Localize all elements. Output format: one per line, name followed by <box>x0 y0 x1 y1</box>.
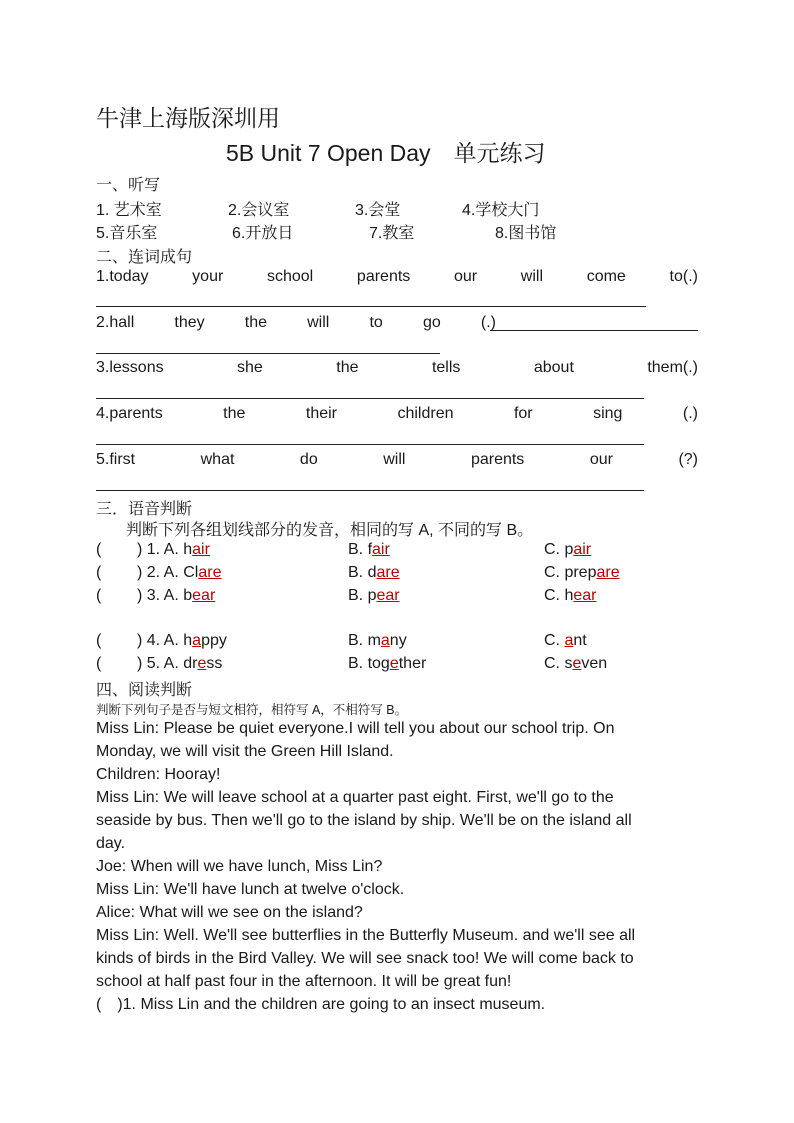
section3-instruction: 判断下列各组划线部分的发音，相同的写 A, 不同的写 B。 <box>126 522 534 539</box>
word: their <box>305 405 337 422</box>
option-b <box>348 541 390 559</box>
option-c <box>544 587 596 605</box>
word: 1.today <box>96 268 149 285</box>
word-prefix: C. h <box>544 587 574 604</box>
word-prefix: B. f <box>348 541 373 558</box>
answer-line-4[interactable] <box>96 444 644 445</box>
word: (?) <box>678 451 698 468</box>
dictation-item: 2.会议室 <box>228 202 290 219</box>
word-prefix: b <box>183 587 193 604</box>
word: sing <box>593 405 623 422</box>
word-suffix: nt <box>573 632 587 649</box>
section4-instruction: 判断下列句子是否与短文相符，相符写 A，不相符写 B。 <box>96 703 408 717</box>
word-suffix: ny <box>389 632 407 649</box>
answer-line-1[interactable] <box>96 306 646 307</box>
document-title: 牛津上海版深圳用 <box>96 105 280 131</box>
word: school <box>266 268 314 285</box>
item-number: ) 2. A. <box>137 564 184 581</box>
reading-passage <box>96 717 706 1016</box>
answer-blank[interactable]: ( <box>96 587 102 604</box>
word: will <box>520 268 544 285</box>
word: do <box>299 451 318 468</box>
word-prefix: C. s <box>544 655 573 672</box>
word-prefix: B. d <box>348 564 377 581</box>
option-a <box>137 564 221 582</box>
word-prefix: Cl <box>183 564 199 581</box>
scrambled-sentence-2 <box>96 314 496 332</box>
passage-line: Miss Lin: We will leave school at a quarter past eight. First, we'll go to the <box>96 789 614 806</box>
word: about <box>533 359 574 376</box>
passage-line: school at half past four in the afternoon. It will be great fun! <box>96 973 512 990</box>
answer-blank[interactable]: ( <box>96 564 102 581</box>
item-number: ) 3. A. <box>137 587 184 604</box>
item-number: ) 1. A. <box>137 541 184 558</box>
dictation-item: 3.会堂 <box>355 202 401 219</box>
underlined-sound: ear <box>573 587 597 604</box>
word: parents <box>356 268 411 285</box>
option-c <box>544 655 607 673</box>
dictation-item: 5.音乐室 <box>96 225 158 242</box>
option-b <box>348 632 407 650</box>
option-b <box>348 655 426 673</box>
scrambled-sentence-3 <box>96 359 698 377</box>
passage-line: seaside by bus. Then we'll go to the island by ship. We'll be on the island all <box>96 812 632 829</box>
word: for <box>513 405 533 422</box>
underlined-sound: ear <box>192 587 216 604</box>
underlined-sound: e <box>197 655 207 672</box>
option-a <box>137 587 215 605</box>
word-prefix: B. m <box>348 632 381 649</box>
word: parents <box>470 451 525 468</box>
word: to <box>369 314 383 331</box>
underlined-sound: e <box>572 655 582 672</box>
word: go <box>422 314 441 331</box>
underlined-sound: a <box>380 632 390 649</box>
underlined-sound: a <box>192 632 202 649</box>
answer-line-2a[interactable] <box>490 330 698 331</box>
word-prefix: B. p <box>348 587 377 604</box>
underlined-sound: are <box>376 564 400 581</box>
word-prefix: C. p <box>544 541 574 558</box>
passage-line: Miss Lin: We'll have lunch at twelve o'clock. <box>96 881 405 898</box>
option-b <box>348 564 400 582</box>
passage-line: day. <box>96 835 126 852</box>
option-a <box>137 655 222 673</box>
word-suffix: ss <box>206 655 223 672</box>
underlined-sound: air <box>192 541 210 558</box>
option-c <box>544 541 591 559</box>
passage-line: Miss Lin: Please be quiet everyone.I will tell you about our school trip. On <box>96 720 615 737</box>
word-prefix: h <box>183 632 193 649</box>
underlined-sound: air <box>573 541 592 558</box>
section3-heading: 三．语音判断 <box>96 501 193 518</box>
answer-line-2b[interactable] <box>96 353 440 354</box>
word: children <box>397 405 454 422</box>
word: 2.hall <box>96 314 135 331</box>
passage-line: Children: Hooray! <box>96 766 221 783</box>
answer-line-5[interactable] <box>96 490 644 491</box>
word-suffix: ther <box>398 655 427 672</box>
word: our <box>453 268 478 285</box>
reading-question-1: ( )1. Miss Lin and the children are going to an insect museum. <box>96 996 546 1013</box>
word-prefix: B. tog <box>348 655 390 672</box>
word: what <box>200 451 235 468</box>
word: tells <box>431 359 461 376</box>
scrambled-sentence-4 <box>96 405 698 423</box>
item-number: ) 5. A. <box>137 655 184 672</box>
section2-heading: 二、连词成句 <box>96 249 193 266</box>
word: our <box>589 451 613 468</box>
word: 3.lessons <box>96 359 164 376</box>
underlined-sound: air <box>372 541 390 558</box>
word-suffix: ven <box>581 655 608 672</box>
dictation-item: 6.开放日 <box>232 225 294 242</box>
underlined-sound: a <box>564 632 574 649</box>
passage-line: Miss Lin: Well. We'll see butterflies in the Butterfly Museum. and we'll see all <box>96 927 636 944</box>
word: the <box>223 405 246 422</box>
answer-blank[interactable]: ( <box>96 655 102 672</box>
answer-line-3[interactable] <box>96 398 644 399</box>
word: to(.) <box>669 268 698 285</box>
document-subtitle: 5B Unit 7 Open Day 单元练习 <box>226 140 546 166</box>
dictation-item: 1. 艺术室 <box>96 202 162 219</box>
dictation-item: 7.教室 <box>369 225 415 242</box>
underlined-sound: ear <box>376 587 400 604</box>
dictation-item: 4.学校大门 <box>462 202 540 219</box>
scrambled-sentence-1 <box>96 268 698 286</box>
word-prefix: dr <box>183 655 198 672</box>
answer-blank[interactable]: ( <box>96 632 102 649</box>
word: will <box>307 314 330 331</box>
underlined-sound: are <box>198 564 222 581</box>
underlined-sound: are <box>596 564 620 581</box>
dictation-item: 8.图书馆 <box>495 225 557 242</box>
item-number: ) 4. A. <box>137 632 184 649</box>
underlined-sound: e <box>389 655 399 672</box>
option-c <box>544 564 620 582</box>
option-a <box>137 541 210 559</box>
option-b <box>348 587 400 605</box>
scrambled-sentence-5 <box>96 451 698 469</box>
option-c <box>544 632 587 650</box>
word: them(.) <box>647 359 698 376</box>
word-prefix: C. <box>544 632 565 649</box>
word: the <box>336 359 359 376</box>
section4-heading: 四、阅读判断 <box>96 682 193 699</box>
passage-line: kinds of birds in the Bird Valley. We will see snack too! We will come back to <box>96 950 634 967</box>
passage-line: Alice: What will we see on the island? <box>96 904 363 921</box>
word: 4.parents <box>96 405 163 422</box>
word-prefix: C. prep <box>544 564 597 581</box>
word-prefix: h <box>183 541 193 558</box>
word: your <box>192 268 224 285</box>
word: come <box>586 268 626 285</box>
passage-line: Joe: When will we have lunch, Miss Lin? <box>96 858 383 875</box>
answer-blank[interactable]: ( <box>96 541 102 558</box>
word: will <box>383 451 406 468</box>
word: (.) <box>480 314 496 331</box>
passage-line: Monday, we will visit the Green Hill Island. <box>96 743 394 760</box>
option-a <box>137 632 227 650</box>
section1-heading: 一、听写 <box>96 177 161 194</box>
word: (.) <box>682 405 698 422</box>
word: 5.first <box>96 451 136 468</box>
word-suffix: ppy <box>201 632 227 649</box>
word: she <box>237 359 263 376</box>
word: they <box>174 314 205 331</box>
word: the <box>244 314 267 331</box>
